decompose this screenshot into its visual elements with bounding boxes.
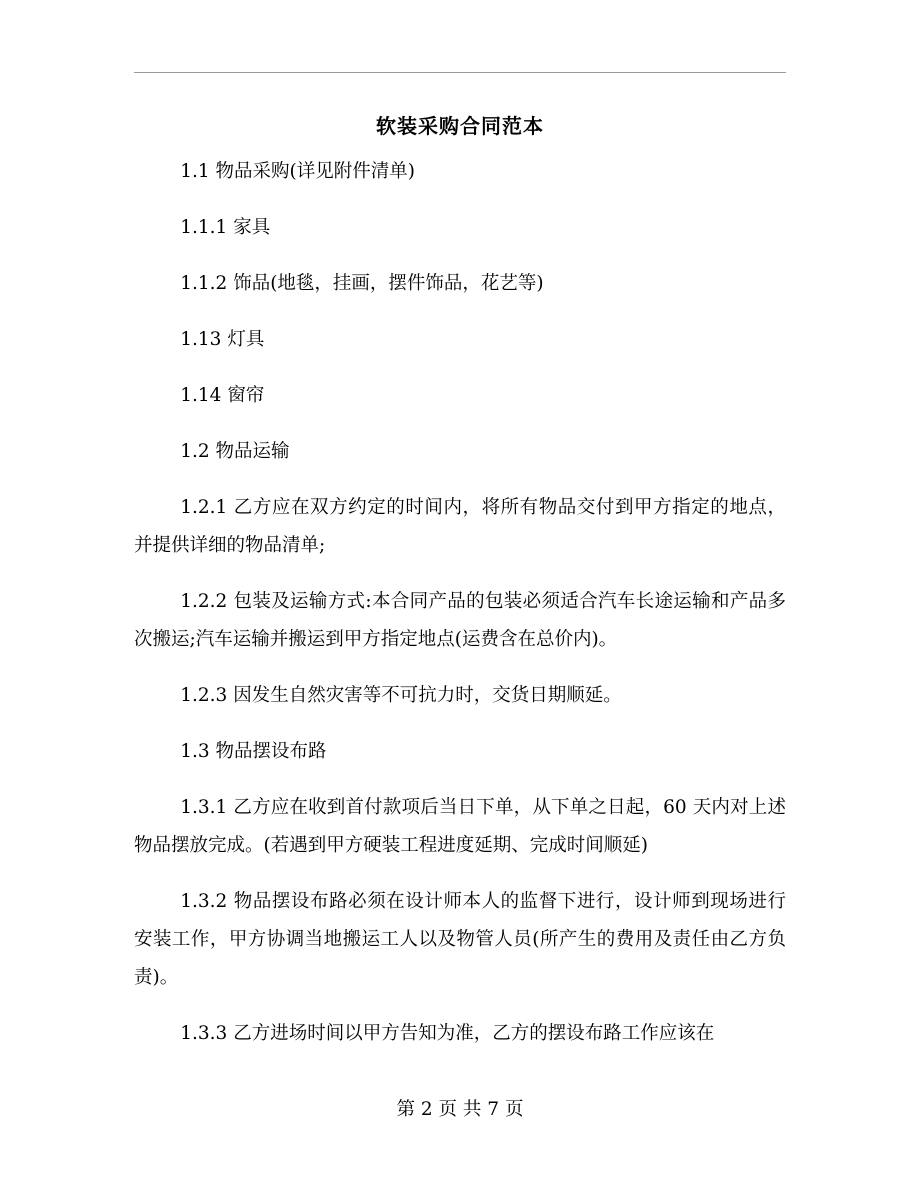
paragraph: 1.3.3 乙方进场时间以甲方告知为准，乙方的摆设布路工作应该在 — [180, 1023, 715, 1044]
paragraph: 1.2.2 包装及运输方式:本合同产品的包装必须适合汽车长途运输和产品多次搬运;汽车运输并搬运到甲方指定地点(运费含在总价内)。 — [134, 591, 786, 650]
paragraph: 1.13 灯具 — [180, 329, 265, 350]
page-number-footer: 第 2 页 共 7 页 — [396, 1099, 524, 1120]
paragraph: 1.1 物品采购(详见附件清单) — [180, 161, 415, 182]
paragraph: 1.14 窗帘 — [180, 385, 265, 406]
document-title: 软装采购合同范本 — [376, 114, 544, 138]
paragraph: 1.1.2 饰品(地毯，挂画，摆件饰品，花艺等) — [180, 273, 544, 294]
paragraph: 1.2.1 乙方应在双方约定的时间内，将所有物品交付到甲方指定的地点，并提供详细的物品清单; — [134, 497, 786, 556]
paragraph: 1.1.1 家具 — [180, 217, 271, 238]
header-rule — [134, 72, 786, 73]
paragraph: 1.3.2 物品摆设布路必须在设计师本人的监督下进行，设计师到现场进行安装工作，甲方协调当地搬运工人以及物管人员(所产生的费用及责任由乙方负责)。 — [134, 891, 786, 988]
paragraph: 1.2 物品运输 — [180, 441, 290, 462]
document-body — [134, 153, 786, 1071]
paragraph: 1.3.1 乙方应在收到首付款项后当日下单，从下单之日起，60 天内对上述物品摆放完成。(若遇到甲方硬装工程进度延期、完成时间顺延) — [134, 797, 786, 856]
paragraph: 1.2.3 因发生自然灾害等不可抗力时，交货日期顺延。 — [180, 685, 622, 706]
paragraph: 1.3 物品摆设布路 — [180, 741, 327, 762]
